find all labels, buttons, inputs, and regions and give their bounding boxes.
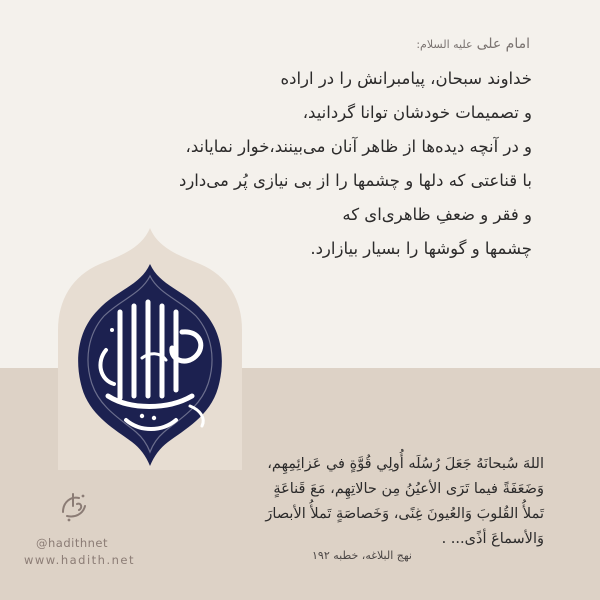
persian-line: و در آنچه دیده‌ها از ظاهر آنان می‌بینند،خوار نمایاند، bbox=[185, 137, 532, 156]
ali-wali-allah-calligraphy-icon bbox=[50, 220, 250, 470]
persian-line: با قناعتی که دلها و چشمها را از بی نیازی پُر می‌دارد bbox=[178, 171, 532, 190]
persian-line: و فقر و ضعفِ ظاهری‌ای که bbox=[342, 205, 532, 224]
header bbox=[416, 36, 530, 52]
arabic-line: وَالأسماعَ أذًى... . bbox=[441, 531, 544, 547]
persian-line: و تصمیمات خودشان توانا گردانید، bbox=[302, 103, 532, 122]
arabic-line: وَضَعَفَةً فيما تَرَى الأعيُنُ مِن حالاتِهِم، مَعَ قَناعَةٍ bbox=[273, 481, 544, 497]
social-handle[interactable]: @hadithnet bbox=[36, 536, 109, 550]
arabic-line: اللهَ سُبحانَهُ جَعَلَ رُسُلَه أُولِي قُوَّةٍ في عَزائِمِهِم، bbox=[267, 456, 544, 472]
source-citation: نهج البلاغه، خطبه ۱۹۲ bbox=[312, 549, 412, 562]
arabic-quote bbox=[224, 452, 544, 552]
header-title: امام علی bbox=[476, 36, 530, 52]
persian-line: خداوند سبحان، پیامبرانش را در اراده bbox=[280, 69, 532, 88]
website-link[interactable]: www.hadith.net bbox=[24, 553, 135, 567]
arabic-line: تَملأُ القُلوبَ وَالعُيونَ غِنًى، وَخَصاصَةٍ تَملأُ الأبصارَ bbox=[265, 506, 544, 522]
header-subtitle: علیه السلام: bbox=[416, 38, 473, 51]
hadith-logo-icon bbox=[57, 488, 91, 524]
persian-line: چشمها و گوشها را بسیار بیازارد. bbox=[310, 239, 532, 258]
